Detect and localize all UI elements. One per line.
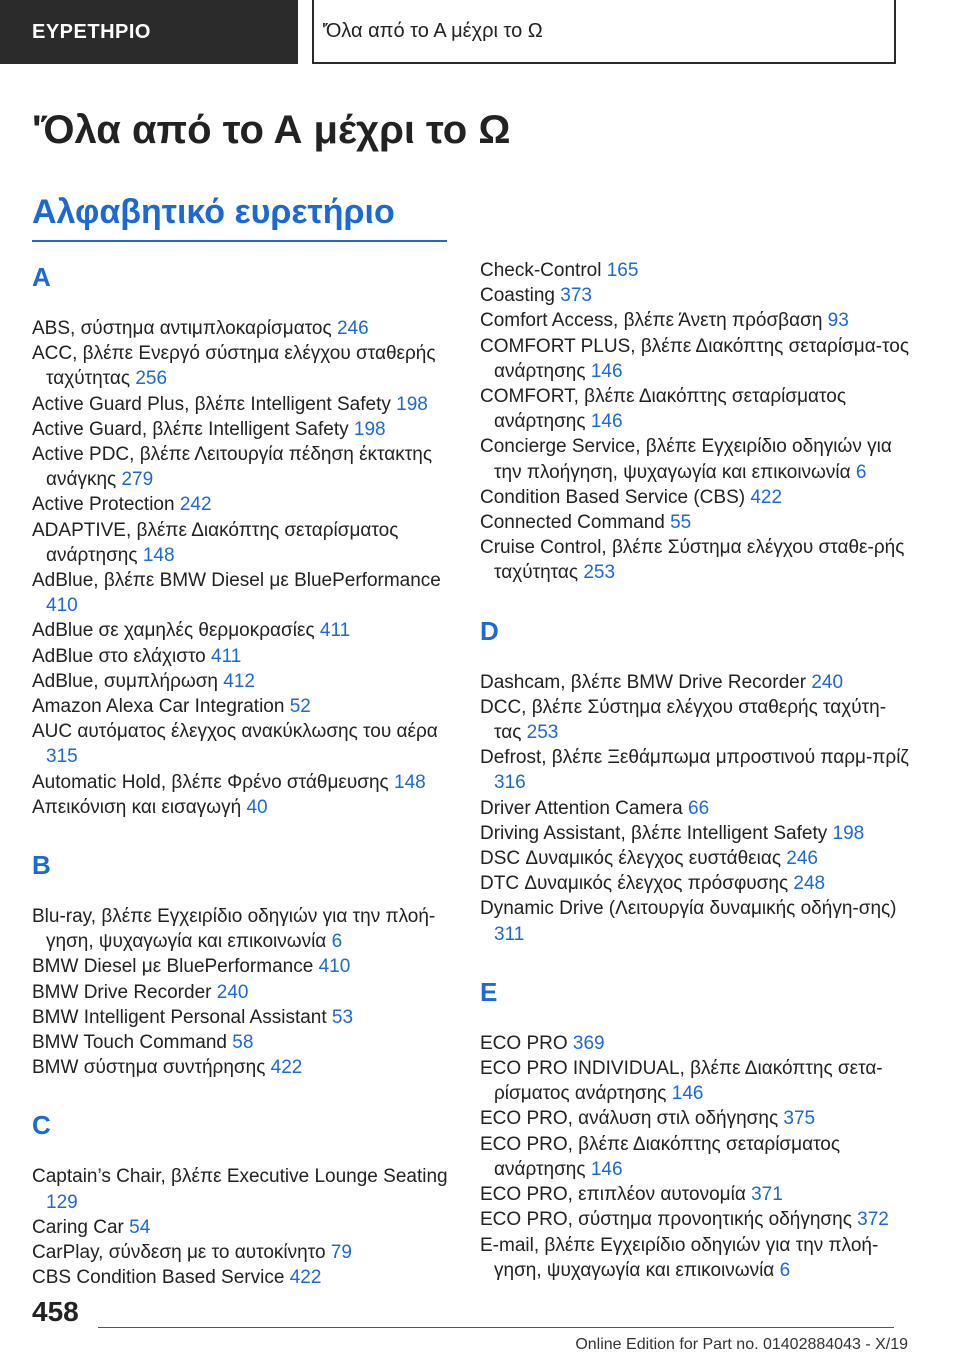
index-page-link[interactable]: 316 <box>494 772 526 794</box>
index-page-link[interactable]: 253 <box>526 722 559 744</box>
index-entry <box>32 694 452 719</box>
index-entry-text: ABS, σύστημα αντιμπλοκαρίσματος <box>32 318 332 339</box>
index-section <box>480 614 910 947</box>
index-entry-text: Active Protection <box>32 494 175 516</box>
index-page-link[interactable]: 66 <box>688 797 710 819</box>
index-page-link[interactable]: 248 <box>793 873 826 895</box>
index-page-link[interactable]: 411 <box>319 620 351 642</box>
index-entry-text: Connected Command <box>480 512 665 534</box>
section-tab[interactable]: ΕΥΡΕΤΗΡΙΟ <box>0 0 298 64</box>
index-page-link[interactable]: 240 <box>216 981 249 1003</box>
index-entry-text: Blu-ray, βλέπε Εγχειρίδιο οδηγιών για την πλοή-γηση, ψυχαγωγία και επικοινωνία <box>32 906 436 953</box>
index-page-link[interactable]: 148 <box>394 771 426 793</box>
index-entry <box>32 341 452 391</box>
index-section <box>32 260 452 820</box>
index-entry-text: Cruise Control, βλέπε Σύστημα ελέγχου σταθε-ρής ταχύτητας <box>480 537 905 584</box>
section-subtitle: Αλφαβητικό ευρετήριο <box>32 193 395 231</box>
index-page-link[interactable]: 6 <box>331 931 343 953</box>
index-entry <box>480 846 910 871</box>
index-page-link[interactable]: 311 <box>494 923 525 945</box>
index-entry <box>480 1031 910 1056</box>
index-entry <box>32 1055 452 1080</box>
index-page-link[interactable]: 369 <box>572 1032 605 1054</box>
index-entry-text: AdBlue στο ελάχιστο <box>32 645 206 667</box>
index-entry-text: Dashcam, βλέπε BMW Drive Recorder <box>480 671 807 693</box>
index-entry-text: BMW Drive Recorder <box>32 981 212 1003</box>
index-entry <box>32 568 452 618</box>
index-entry-text: Driver Attention Camera <box>480 797 683 819</box>
index-entry-text: DSC Δυναμικός έλεγχος ευστάθειας <box>480 848 782 870</box>
index-page-link[interactable]: 148 <box>142 544 175 566</box>
index-entry-text: ECO PRO, επιπλέον αυτονομία <box>480 1184 746 1206</box>
index-page-link[interactable]: 315 <box>46 746 78 768</box>
index-page-link[interactable]: 198 <box>832 822 865 844</box>
index-page-link[interactable]: 246 <box>786 848 818 870</box>
index-entry-text: BMW Intelligent Personal Assistant <box>32 1006 327 1028</box>
index-entry-text: ECO PRO, ανάλυση στιλ οδήγησης <box>480 1108 779 1130</box>
index-page-link[interactable]: 165 <box>606 260 639 281</box>
index-entry-text: ECO PRO <box>480 1032 568 1054</box>
index-entry <box>32 1005 452 1030</box>
index-letter-heading: C <box>32 1110 51 1141</box>
index-entry <box>480 821 910 846</box>
index-entry-text: Amazon Alexa Car Integration <box>32 696 285 718</box>
index-page-link[interactable]: 146 <box>590 1158 623 1180</box>
index-letter-heading: A <box>32 262 51 292</box>
index-entry-text: AUC αυτόματος έλεγχος ανακύκλωσης του αέρα <box>32 721 438 743</box>
index-entry-text: CarPlay, σύνδεση με το αυτοκίνητο <box>32 1242 326 1264</box>
index-page-link[interactable]: 240 <box>811 671 844 693</box>
index-entry <box>480 1233 910 1283</box>
index-section <box>32 848 452 1080</box>
index-entry <box>480 1106 910 1131</box>
index-page-link[interactable]: 422 <box>289 1267 322 1289</box>
index-entry <box>480 1132 910 1182</box>
index-entry-text: ADAPTIVE, βλέπε Διακόπτης σεταρίσματος ανάρτησης <box>32 519 399 566</box>
index-page-link[interactable]: 146 <box>590 360 623 382</box>
index-page-link[interactable]: 6 <box>779 1259 791 1281</box>
index-entry-text: BMW σύστημα συντήρησης <box>32 1057 266 1079</box>
index-entry <box>480 485 910 510</box>
index-entry-text: ECO PRO, βλέπε Διακόπτης σεταρίσματος ανάρτησης <box>480 1133 841 1180</box>
index-entry <box>32 316 452 341</box>
index-page-link[interactable]: 6 <box>855 461 867 483</box>
index-entry <box>480 510 910 535</box>
index-section <box>480 975 910 1283</box>
index-entry-text: Condition Based Service (CBS) <box>480 486 746 508</box>
index-entry <box>480 308 910 333</box>
index-entry-text: Caring Car <box>32 1216 124 1238</box>
index-entry <box>32 1164 452 1214</box>
page-header <box>0 0 960 64</box>
index-page-link[interactable]: 242 <box>179 494 212 516</box>
chapter-tab[interactable]: 'Όλα από το Α μέχρι το Ω <box>312 0 896 64</box>
index-entry-text: AdBlue, συμπλήρωση <box>32 670 219 692</box>
index-page-link[interactable]: 246 <box>336 318 369 339</box>
index-page-link[interactable]: 279 <box>121 469 154 491</box>
index-entry <box>480 695 910 745</box>
index-page-link[interactable]: 256 <box>135 368 168 390</box>
index-entry <box>32 795 452 820</box>
index-page-link[interactable]: 55 <box>670 512 692 534</box>
index-entry <box>480 1182 910 1207</box>
index-entry-text: Concierge Service, βλέπε Εγχειρίδιο οδηγιών για την πλοήγηση, ψυχαγωγία και επικοινωνία <box>480 436 892 483</box>
index-entry-text: E-mail, βλέπε Εγχειρίδιο οδηγιών για την πλοή-γηση, ψυχαγωγία και επικοινωνία <box>480 1234 879 1281</box>
index-page-link[interactable]: 198 <box>353 418 386 440</box>
page-number: 458 <box>32 1296 79 1327</box>
index-entry <box>480 258 910 283</box>
index-page-link[interactable]: 372 <box>857 1209 889 1231</box>
index-entry-text: Driving Assistant, βλέπε Intelligent Safety <box>480 822 828 844</box>
index-entry <box>480 871 910 896</box>
index-entry-text: Comfort Access, βλέπε Άνετη πρόσβαση <box>480 310 823 332</box>
index-page-link[interactable]: 58 <box>232 1032 254 1054</box>
index-entry <box>480 896 910 946</box>
index-entry <box>32 1030 452 1055</box>
index-entry <box>32 1240 452 1265</box>
index-page-link[interactable]: 40 <box>246 796 268 818</box>
index-entry <box>32 492 452 517</box>
index-column-right <box>480 258 910 1283</box>
index-entry-text: Check-Control <box>480 260 602 281</box>
index-entry-text: DTC Δυναμικός έλεγχος πρόσφυσης <box>480 873 789 895</box>
index-entry-text: ECO PRO, σύστημα προνοητικής οδήγησης <box>480 1209 852 1231</box>
index-section <box>480 258 910 586</box>
index-page-link[interactable]: 375 <box>783 1108 816 1130</box>
index-page-link[interactable]: 129 <box>46 1191 78 1213</box>
index-entry-text: Coasting <box>480 285 555 307</box>
index-page-link[interactable]: 53 <box>331 1006 354 1028</box>
index-entry-text: DCC, βλέπε Σύστημα ελέγχου σταθερής ταχύτη-τας <box>480 696 887 744</box>
index-entry <box>32 442 452 492</box>
index-entry <box>480 745 910 795</box>
index-entry <box>32 392 452 417</box>
index-page-link[interactable]: 146 <box>671 1083 704 1105</box>
index-entry <box>32 644 452 669</box>
index-entry-text: COMFORT, βλέπε Διακόπτης σεταρίσματος ανάρτησης <box>480 386 847 433</box>
index-entry-text: COMFORT PLUS, βλέπε Διακόπτης σεταρίσμα-τος ανάρτησης <box>480 335 910 382</box>
index-entry <box>480 434 910 484</box>
index-entry <box>32 417 452 442</box>
index-page-link[interactable]: 422 <box>750 486 783 508</box>
index-entry <box>32 719 452 769</box>
index-entry <box>32 954 452 979</box>
index-page-link[interactable]: 373 <box>560 285 592 307</box>
index-page-link[interactable]: 54 <box>129 1216 151 1238</box>
index-column-left <box>32 258 452 1291</box>
index-entry <box>480 384 910 434</box>
index-entry-text: Απεικόνιση και εισαγωγή <box>32 796 242 818</box>
index-letter-heading: E <box>480 976 498 1007</box>
index-page-link[interactable]: 410 <box>46 595 78 617</box>
index-page-link[interactable]: 79 <box>330 1242 352 1264</box>
index-entry <box>480 535 910 585</box>
edition-note: Online Edition for Part no. 01402884043 - X/19 <box>575 1336 908 1353</box>
index-page-link[interactable]: 411 <box>211 645 242 667</box>
index-entry-text: AdBlue, βλέπε BMW Diesel με BluePerformance <box>32 570 441 592</box>
index-entry <box>32 1265 452 1290</box>
index-entry <box>480 1207 910 1232</box>
index-page-link[interactable]: 371 <box>751 1184 783 1206</box>
index-entry <box>480 796 910 821</box>
index-entry-text: Active PDC, βλέπε Λειτουργία πέδηση έκτακτης ανάγκης <box>32 444 432 491</box>
index-entry-text: Active Guard, βλέπε Intelligent Safety <box>32 418 349 440</box>
index-entry-text: ECO PRO INDIVIDUAL, βλέπε Διακόπτης σετα-ρίσματος ανάρτησης <box>480 1058 883 1105</box>
index-page-link[interactable]: 410 <box>318 956 351 978</box>
index-letter-heading: B <box>32 850 51 881</box>
index-page-link[interactable]: 253 <box>583 562 616 584</box>
index-entry <box>32 770 452 795</box>
index-section <box>32 1108 452 1290</box>
index-letter-heading: D <box>480 615 499 646</box>
index-entry-text: ACC, βλέπε Ενεργό σύστημα ελέγχου σταθερής ταχύτητας <box>32 343 436 390</box>
index-entry <box>32 669 452 694</box>
subtitle-rule <box>32 240 447 242</box>
footer-rule <box>98 1327 894 1328</box>
index-entry <box>32 1215 452 1240</box>
index-page-link[interactable]: 198 <box>396 393 428 415</box>
index-entry <box>32 980 452 1005</box>
index-entry <box>32 518 452 568</box>
index-entry <box>480 334 910 384</box>
index-page-link[interactable]: 93 <box>827 310 849 332</box>
index-entry-text: AdBlue σε χαμηλές θερμοκρασίες <box>32 620 315 642</box>
index-entry <box>32 618 452 643</box>
index-entry-text: Dynamic Drive (Λειτουργία δυναμικής οδήγη-σης) <box>480 898 897 920</box>
index-entry <box>32 904 452 954</box>
index-entry-text: BMW Touch Command <box>32 1032 227 1054</box>
index-entry-text: Defrost, βλέπε Ξεθάμπωμα μπροστινού παρμ-πρίζ <box>480 747 909 769</box>
index-entry-text: Captain’s Chair, βλέπε Executive Lounge Seating <box>32 1166 448 1188</box>
index-entry-text: Automatic Hold, βλέπε Φρένο στάθμευσης <box>32 771 389 793</box>
index-page-link[interactable]: 146 <box>590 411 623 433</box>
index-entry-text: BMW Diesel με BluePerformance <box>32 956 314 978</box>
index-page-link[interactable]: 412 <box>223 670 255 692</box>
index-entry-text: Active Guard Plus, βλέπε Intelligent Safety <box>32 393 391 415</box>
index-page-link[interactable]: 422 <box>270 1057 303 1079</box>
index-entry <box>480 1056 910 1106</box>
index-entry-text: CBS Condition Based Service <box>32 1267 285 1289</box>
page-title: 'Όλα από το Α μέχρι το Ω <box>32 108 511 152</box>
index-page-link[interactable]: 52 <box>289 696 311 718</box>
index-entry <box>480 283 910 308</box>
index-entry <box>480 670 910 695</box>
